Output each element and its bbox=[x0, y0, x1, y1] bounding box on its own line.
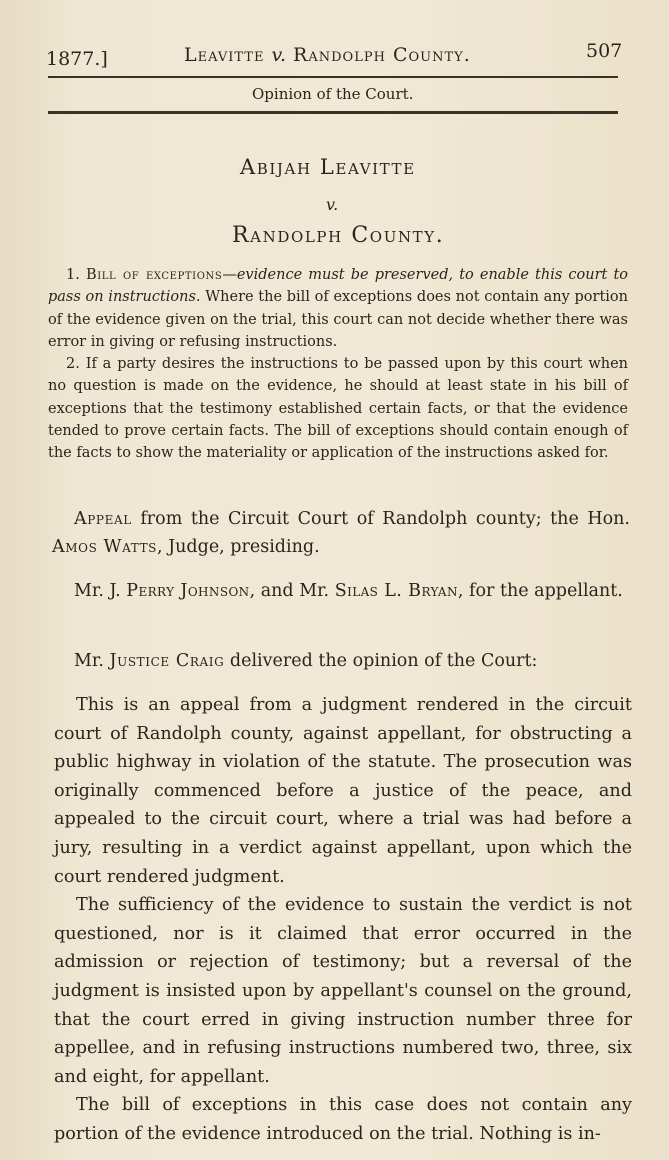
section-label: Opinion of the Court. bbox=[252, 85, 414, 103]
headnote-1-caption: Bill of exceptions bbox=[85, 267, 223, 283]
case-plaintiff: Abijah Leavitte bbox=[240, 155, 416, 179]
case-defendant: Randolph County. bbox=[232, 223, 445, 248]
header-rule-bottom bbox=[48, 111, 618, 114]
header-rule-top bbox=[48, 76, 618, 78]
opinion-paragraph-2: The sufficiency of the evidence to sustain the verdict is not questioned, nor is it claimed that error occurred in the admission or rejection of testimony; but a reversal of the judgment is insisted upon by appellant's counsel on the ground, that the court erred in giving instruction number three for appellee, and in refusing instructions numbered two, three, six and eight, for appellant. bbox=[54, 895, 632, 1087]
running-title-v: v. bbox=[271, 44, 287, 66]
running-title-part1: Leavitte bbox=[184, 44, 272, 66]
running-title-part2: Randolph County. bbox=[286, 44, 471, 66]
counsel-paragraph bbox=[52, 577, 630, 605]
judge-name: Amos Watts bbox=[52, 537, 157, 557]
headnote-2-text: If a party desires the instructions to be passed upon by this court when no question is made on the evidence, he should at least state in his bill of exceptions that the testimony established certain facts, or that the evidence tended to prove certain facts. The bill of exceptions should contain enough of the facts to show the materiality or application of the instructions asked for. bbox=[48, 356, 628, 462]
appeal-word: Appeal bbox=[74, 509, 132, 529]
hon-prefix: Hon. bbox=[587, 509, 630, 529]
opinion-intro-delivered: delivered the opinion of the Court: bbox=[224, 651, 538, 671]
headnote-2 bbox=[48, 353, 628, 464]
running-title bbox=[184, 44, 471, 66]
page-number: 507 bbox=[586, 40, 623, 62]
counsel-name2: Silas L. Bryan bbox=[334, 581, 458, 601]
counsel-mr1: Mr. J. bbox=[74, 581, 127, 601]
opinion-paragraph-1: This is an appeal from a judgment rendered in the circuit court of Randolph county, against appellant, for obstructing a public highway in violation of the statute. The prosecution was originally commenced before a justice of the peace, and appealed to the circuit court, where a trial was had before a jury, resulting in a verdict against appellant, upon which the court rendered judgment. bbox=[54, 695, 632, 887]
headnotes bbox=[48, 264, 628, 465]
judge-suffix: , Judge, presiding. bbox=[157, 537, 320, 557]
headnote-1 bbox=[48, 264, 628, 353]
counsel-tail: , for the appellant. bbox=[457, 581, 623, 601]
opinion-intro-mr: Mr. bbox=[74, 651, 110, 671]
case-versus: v. bbox=[326, 195, 339, 214]
appeal-text: from the Circuit Court of Randolph county; the bbox=[131, 509, 588, 529]
headnote-2-number: 2. bbox=[66, 356, 80, 373]
counsel-name1: Perry Johnson bbox=[126, 581, 250, 601]
opinion-intro bbox=[52, 647, 630, 675]
opinion-paragraph-3: The bill of exceptions in this case does not contain any portion of the evidence introduced on the trial. Nothing is in- bbox=[54, 1095, 632, 1144]
headnote-1-italic: —evidence must be preserved, to enable this court to pass on instructions. bbox=[48, 267, 628, 306]
opinion-intro-justice: Justice Craig bbox=[109, 651, 225, 671]
appeal-paragraph bbox=[52, 505, 630, 561]
headnote-1-text: Where the bill of exceptions does not contain any portion of the evidence given on the trial, this court can not decide whether there was error in giving or refusing instructions. bbox=[48, 289, 628, 350]
opinion-body bbox=[54, 691, 632, 1149]
header-year: 1877.] bbox=[46, 48, 108, 70]
counsel-and: , and Mr. bbox=[249, 581, 335, 601]
headnote-1-number: 1. bbox=[66, 267, 80, 283]
